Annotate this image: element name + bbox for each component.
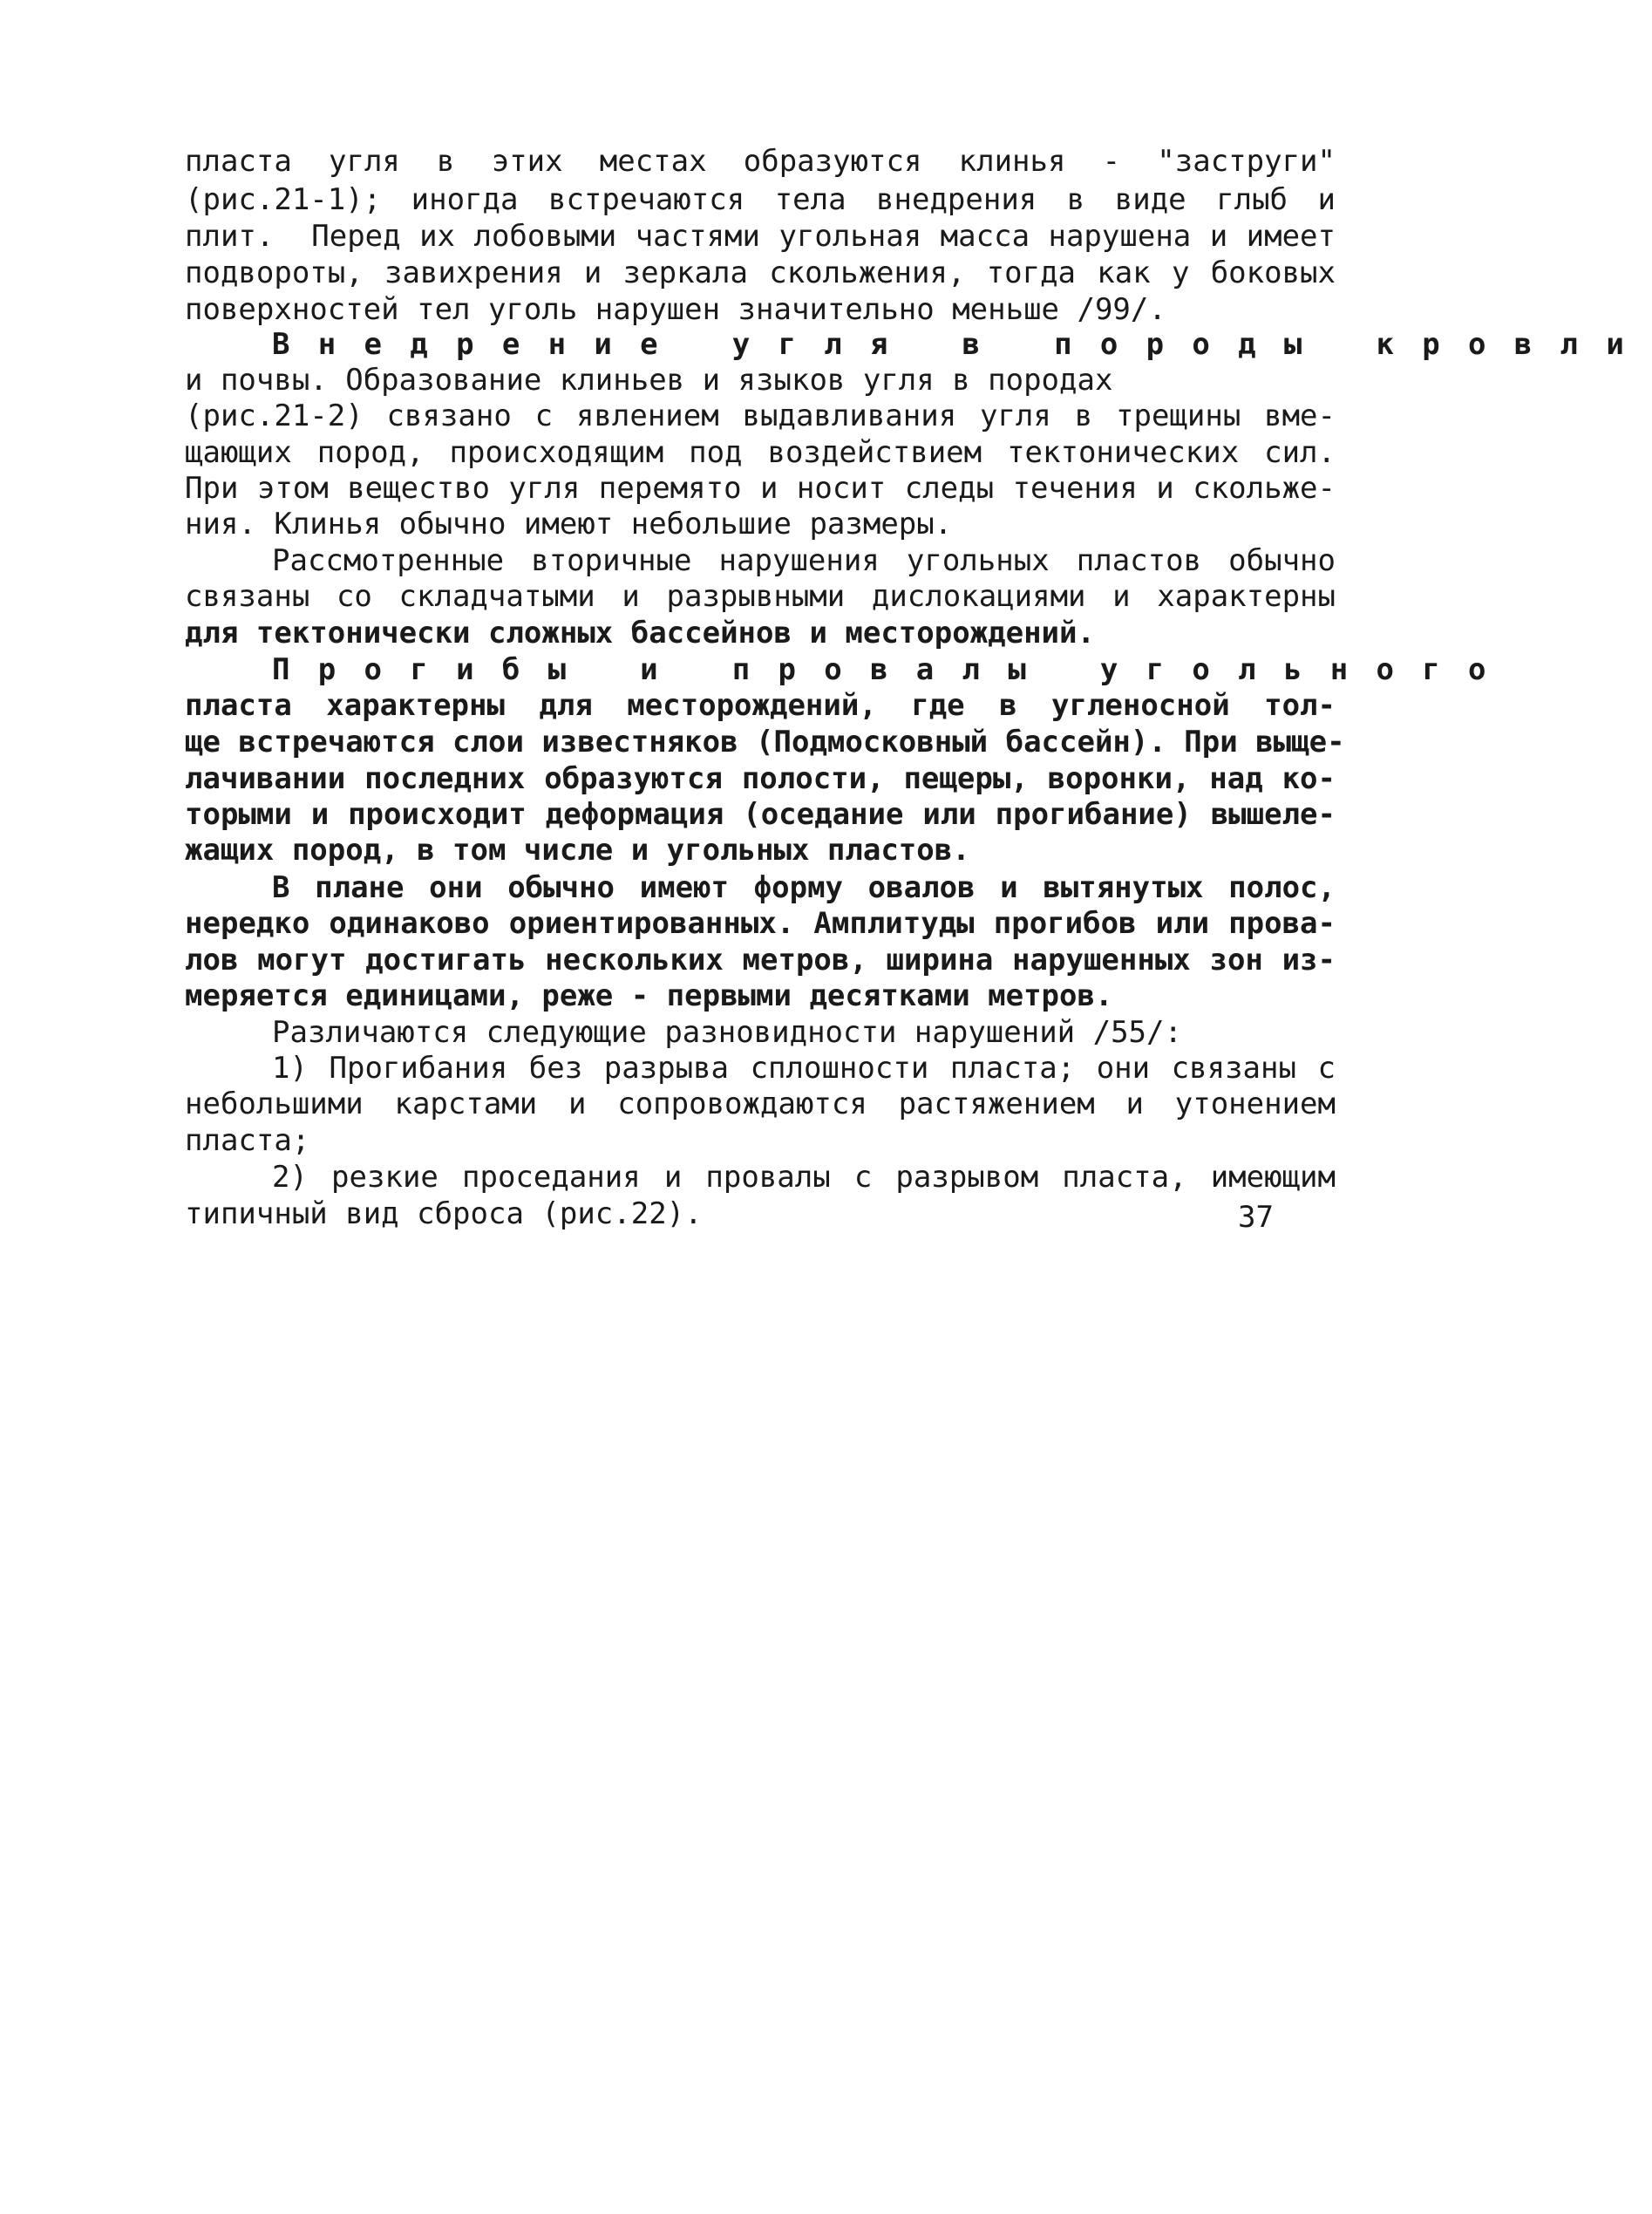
text-line: (рис.21-2) связано с явлением выдавливания угля в трещины вме-	[185, 399, 1336, 433]
text-line: лачивании последних образуются полости, пещеры, воронки, над ко-	[185, 761, 1336, 796]
text-line: ния. Клинья обычно имеют небольшие размеры.	[185, 507, 953, 542]
text-line: пласта;	[185, 1123, 310, 1158]
text-line: нередко одинаково ориентированных. Амплитуды прогибов или прова-	[185, 906, 1336, 941]
text-line: плит. Перед их лобовыми частями угольная масса нарушена и имеет	[185, 219, 1336, 254]
text-line: пласта угля в этих местах образуются клинья - "заструги"	[185, 144, 1336, 179]
text-line: для тектонически сложных бассейнов и месторождений.	[185, 616, 1095, 651]
text-line: пласта характерны для месторождений, где в угленосной тол-	[185, 688, 1336, 723]
text-line: лов могут достигать нескольких метров, ширина нарушенных зон из-	[185, 943, 1336, 978]
text-line: подвороты, завихрения и зеркала скольжения, тогда как у боковых	[185, 255, 1336, 290]
text-line: связаны со складчатыми и разрывными дислокациями и характерны	[185, 579, 1336, 614]
text-line: В плане они обычно имеют форму овалов и вытянутых полос,	[272, 870, 1336, 905]
text-line: жащих пород, в том числе и угольных пластов.	[185, 833, 970, 868]
text-line: меряется единицами, реже - первыми десятками метров.	[185, 978, 1113, 1013]
page-number: 37	[1238, 1200, 1274, 1235]
list-item: 2) резкие проседания и провалы с разрывом пласта, имеющим	[272, 1160, 1336, 1195]
text-line: небольшими карстами и сопровождаются растяжением и утонением	[185, 1087, 1336, 1121]
text-line: щающих пород, происходящим под воздействием тектонических сил.	[185, 435, 1336, 470]
list-item: 1) Прогибания без разрыва сплошности пласта; они связаны с	[272, 1051, 1336, 1086]
text-line: (рис.21-1); иногда встречаются тела внедрения в виде глыб и	[185, 182, 1336, 217]
section-heading: Внедрение угля в породы кровли	[272, 327, 1652, 362]
text-line: и почвы. Образование клиньев и языков угля в породах	[185, 363, 1113, 398]
text-line: поверхностей тел уголь нарушен значительно меньше /99/.	[185, 292, 1166, 327]
text-line: Рассмотренные вторичные нарушения угольных пластов обычно	[272, 543, 1336, 578]
text-line: ще встречаются слои известняков (Подмосковный бассейн). При выще-	[185, 725, 1345, 760]
text-line: При этом вещество угля перемято и носит следы течения и скольже-	[185, 471, 1336, 506]
section-heading: Прогибы и провалы угольного	[272, 652, 1514, 687]
text-line: Различаются следующие разновидности нарушений /55/:	[272, 1015, 1182, 1050]
text-line: торыми и происходит деформация (оседание или прогибание) вышеле-	[185, 797, 1336, 832]
text-line: типичный вид сброса (рис.22).	[185, 1196, 703, 1231]
